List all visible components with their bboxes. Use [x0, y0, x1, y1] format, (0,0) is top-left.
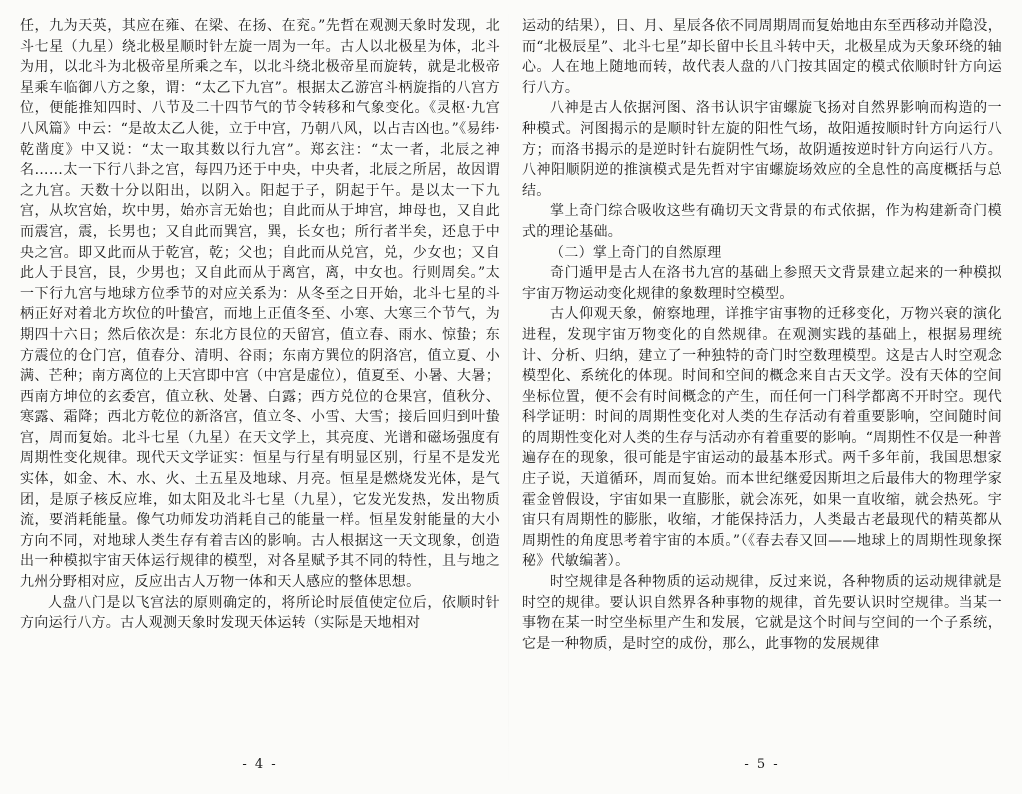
- page-number: - 4 -: [242, 757, 278, 772]
- page-gutter: [508, 0, 509, 794]
- right-page: [522, 16, 1002, 794]
- paragraph: 古人仰观天象，俯察地理，详推宇宙事物的迁移变化，万物兴衰的演化进程，发现宇宙万物变化的自然规律。在观测实践的基础上，根据易理统计、分析、归纳，建立了一种独特的奇门时空数理模型。这是古人时空观念模型化、系统化的体现。时间和空间的概念来自古天文学。没有天体的空间坐标位置，便不会有时间概念的产生，而任何一门科学都离不开时空。现代科学证明：时间的周期性变化对人类的生存活动有着重要影响，空间随时间的周期性变化对人类的生存与活动亦有着重要的影响。“周期性不仅是一种普遍存在的现象，很可能是宇宙运动的最基本形式。两千多年前，我国思想家庄子说，天道循环，周而复始。而本世纪继爱因斯坦之后最伟大的物理学家霍金曾假设，宇宙如果一直膨胀，就会冻死，如果一直收缩，就会热死。宇宙只有周期性的膨胀，收缩，才能保持活力，人类最古老最现代的精英都从周期性的角度思考着宇宙的本质。”（《春去春又回——地球上的周期性现象探秘》代敏编著）。: [522, 306, 1002, 570]
- paragraph: 八神是古人依据河图、洛书认识宇宙螺旋飞扬对自然界影响而构造的一种模式。河图揭示的是顺时针左旋的阳性气场，故阳遁按顺时针方向运行八方；而洛书揭示的是逆时针右旋阴性气场，故阴遁按逆时针方向运行八方。八神阳顺阴逆的推演模式是先哲对宇宙螺旋场效应的全息性的高度概括与总结。: [522, 100, 1002, 199]
- section-heading: （二）掌上奇门的自然原理: [550, 244, 722, 261]
- paragraph: 运动的结果），日、月、星辰各依不同周期周而复始地由东至西移动并隐没，而“北极辰星”、北斗七星”却长留中长且斗转中天，北极星成为天象环绕的轴心。人在地上随地而转，故代表人盘的八门按其固定的模式依顺时针方向运行八方。: [522, 18, 1002, 96]
- left-page: [20, 16, 500, 794]
- paragraph: 人盘八门是以飞宫法的原则确定的，将所论时辰值使定位后，依顺时针方向运行八方。古人观测天象时发现天体运转（实际是天地相对: [20, 594, 500, 632]
- page-number: - 5 -: [744, 757, 780, 772]
- paragraph: 任，九为天英，其应在雍、在梁、在扬、在兖。”先哲在观测天象时发现，北斗七星（九星）绕北极星顺时针左旋一周为一年。古人以北极星为体，北斗为用，以北斗为北极帝星所乘之车，以北斗绕北极帝星而旋转，就是北极帝星乘车临御八方之象，谓：“太乙下九宫”。根据太乙游宫斗柄旋指的八宫方位，便能推知四时、八节及二十四节气的节令转移和气象变化。《灵枢·九宫八风篇》中云：“是故太乙人徙，立于中宫，乃朝八风，以占吉凶也。”《易纬·乾凿度》中又说：“太一取其数以行九宫”。郑玄注：“太一者，北辰之神名……太一下行八卦之宫，每四乃还于中央，中央者，北辰之所居，故因谓之九宫。天数十分以阳出，以阴入。阳起于子，阴起于午。是以太一下九宫，从坎宫始，坎中男，始亦言无始也；自此而从于坤宫，坤母也，又自此而震宫，震，长男也；又自此而巽宫，巽，长女也；所行者半矣，还息于中央之宫。即又此而从于乾宫，乾；父也；自此而从兑宫，兑，少女也；又自此人于艮宫，艮，少男也；又自此而从于离宫，离，中女也。行则周矣。”太一下行九宫与地球方位季节的对应关系为：从冬至之日开始，北斗七星的斗柄正好对着北方坎位的叶蛰宫，而地上正值冬至、小寒、大寒三个节气，为期四十六日；然后依次是：东北方艮位的天留宫，值立春、雨水、惊蛰；东方震位的仓门宫，值春分、清明、谷雨；东南方巽位的阴洛宫，值立夏、小满、芒种；南方离位的上天宫即中宫（中宫是虚位），值夏至、小暑、大暑；西南方坤位的玄委宫，值立秋、处暑、白露；西方兑位的仓果宫，值秋分、寒露、霜降；西北方乾位的新洛宫，值立冬、小雪、大雪；接后回归到叶蛰宫，周而复始。北斗七星（九星）在天文学上，其亮度、光谱和磁场强度有周期性变化规律。现代天文学证实：恒星与行星有明显区别，行星不是发光实体，如金、木、水、火、土五星及地球、月亮。恒星是燃烧发光体，是气团，是原子核反应堆，如太阳及北斗七星（九星），它发光发热，发出物质流，要消耗能量。像气功师发功消耗自己的能量一样。恒星发射能量的大小方向不同，对地球人类生存有着吉凶的影响。古人根据这一天文现象，创造出一种模拟宇宙天体运行规律的模型，对各星赋予其不同的特性，且与地之九州分野相对应，反应出古人万物一体和天人感应的整体思想。: [20, 18, 500, 591]
- right-page-body: [522, 16, 1002, 654]
- left-page-body: [20, 16, 500, 634]
- paragraph: 奇门遁甲是古人在洛书九宫的基础上参照天文背景建立起来的一种模拟宇宙万物运动变化规律的象数理时空模型。: [522, 265, 1002, 302]
- paragraph: 掌上奇门综合吸收这些有确切天文背景的布式依据，作为构建新奇门模式的理论基础。: [522, 203, 1002, 240]
- paragraph: 时空规律是各种物质的运动规律，反过来说，各种物质的运动规律就是时空的规律。要认识自然界各种事物的规律，首先要认识时空规律。当某一事物在某一时空坐标里产生和发展，它就是这个时间与空间的一个子系统，它是一种物质，是时空的成份，那么，此事物的发展规律: [522, 574, 1002, 652]
